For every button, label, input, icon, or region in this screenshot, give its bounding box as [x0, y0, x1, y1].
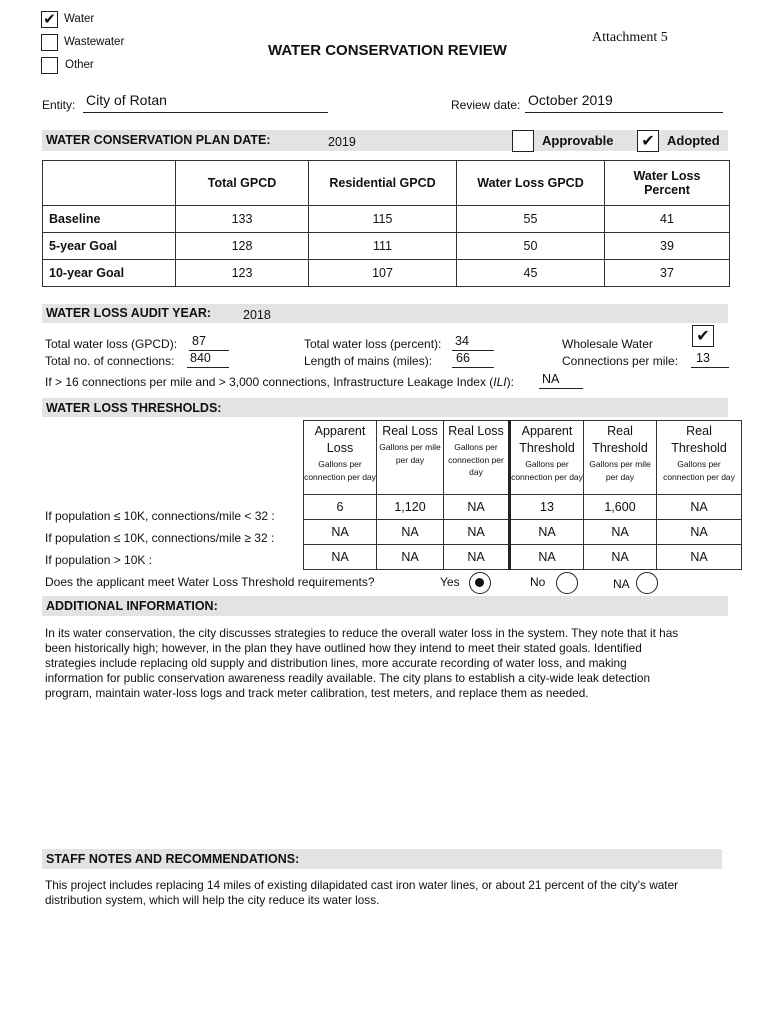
- review-date-label: Review date:: [451, 98, 521, 112]
- audit-year-value: 2018: [243, 308, 271, 322]
- table-cell: 115: [309, 206, 457, 233]
- other-label: Other: [65, 59, 94, 71]
- entity-value: City of Rotan: [86, 92, 167, 108]
- col-title: Real Threshold: [592, 424, 648, 455]
- threshold-row-label: If population > 10K :: [45, 553, 153, 567]
- col-title: Real Threshold: [671, 424, 727, 455]
- adopted-label: Adopted: [667, 133, 720, 148]
- gpcd-header-row: [43, 161, 730, 206]
- table-cell: NA: [657, 495, 742, 520]
- approvable-checkbox[interactable]: [512, 130, 534, 152]
- attachment-label: Attachment 5: [592, 30, 668, 45]
- wastewater-checkbox[interactable]: [41, 34, 58, 51]
- row-label: 5-year Goal: [43, 233, 176, 260]
- table-cell: NA: [304, 520, 377, 545]
- connections-value: 840: [190, 351, 211, 365]
- table-cell: NA: [444, 495, 510, 520]
- review-date-field[interactable]: [525, 92, 723, 113]
- table-cell: NA: [510, 520, 584, 545]
- connections-label: Total no. of connections:: [45, 354, 175, 368]
- ili-field[interactable]: [539, 372, 583, 389]
- text-line: strategies include replacing old supply and distribution lines, more accurate recording of water loss, and making: [45, 656, 627, 670]
- wastewater-label: Wastewater: [64, 36, 125, 48]
- table-cell: 1,120: [377, 495, 444, 520]
- ili-label-post: ):: [506, 375, 514, 389]
- table-cell: 39: [605, 233, 730, 260]
- table-cell: NA: [304, 545, 377, 570]
- wholesale-label: Wholesale Water: [562, 337, 653, 351]
- ili-abbr: ILI: [493, 375, 507, 389]
- wholesale-checkbox[interactable]: [692, 325, 714, 347]
- no-radio[interactable]: [556, 572, 578, 594]
- threshold-row-label: If population ≤ 10K, connections/mile < 32 :: [45, 509, 275, 523]
- approvable-label: Approvable: [542, 133, 614, 148]
- col-apparent-threshold: [510, 421, 584, 495]
- conn-per-mile-value: 13: [696, 351, 710, 365]
- table-cell: NA: [657, 520, 742, 545]
- table-cell: NA: [584, 545, 657, 570]
- na-radio[interactable]: [636, 572, 658, 594]
- table-cell: 107: [309, 260, 457, 287]
- text-line: information for public conservation awareness readily available. The city plans to establish a city-wide leak detection: [45, 671, 651, 685]
- col-title: Apparent Loss: [314, 424, 366, 455]
- col-title: Real Loss: [448, 424, 504, 438]
- col-sub: Gallons per connection per day: [448, 442, 504, 477]
- col-real-loss-conn: [444, 421, 510, 495]
- table-cell: 123: [176, 260, 309, 287]
- thresholds-header-row: [304, 421, 742, 495]
- review-date-value: October 2019: [528, 92, 613, 108]
- table-cell: NA: [510, 545, 584, 570]
- connections-field[interactable]: [187, 351, 229, 368]
- conn-per-mile-label: Connections per mile:: [562, 354, 679, 368]
- col-apparent-loss: [304, 421, 377, 495]
- total-loss-pct-label: Total water loss (percent):: [304, 337, 442, 351]
- staff-text: [45, 878, 735, 908]
- table-cell: NA: [377, 520, 444, 545]
- table-row: [43, 233, 730, 260]
- mains-label: Length of mains (miles):: [304, 354, 433, 368]
- gpcd-header-percent: Water Loss Percent: [605, 161, 730, 206]
- total-loss-gpcd-label: Total water loss (GPCD):: [45, 337, 178, 351]
- table-cell: 37: [605, 260, 730, 287]
- text-line: This project includes replacing 14 miles of existing dilapidated cast iron water lines, or about 21 percent of the city's water: [45, 878, 679, 892]
- ili-value: NA: [542, 372, 560, 386]
- gpcd-header-residential: Residential GPCD: [309, 161, 457, 206]
- yes-label: Yes: [440, 575, 460, 589]
- no-label: No: [530, 575, 546, 589]
- col-sub: Gallons per connection per day: [663, 459, 735, 482]
- check-icon: ✔: [641, 131, 655, 150]
- ili-label: [45, 375, 514, 389]
- col-sub: Gallons per connection per day: [511, 459, 583, 482]
- col-real-loss-mile: [377, 421, 444, 495]
- ili-label-pre: If > 16 connections per mile and > 3,000 connections, Infrastructure Leakage Index (: [45, 375, 494, 389]
- plan-date-value: 2019: [328, 135, 356, 149]
- table-cell: 133: [176, 206, 309, 233]
- gpcd-header-total: Total GPCD: [176, 161, 309, 206]
- mains-field[interactable]: [452, 351, 494, 368]
- table-cell: NA: [377, 545, 444, 570]
- adopted-checkbox[interactable]: [637, 130, 659, 152]
- entity-field[interactable]: [83, 92, 328, 113]
- total-loss-gpcd-field[interactable]: [189, 334, 229, 351]
- col-title: Real Loss: [382, 424, 438, 438]
- table-cell: NA: [584, 520, 657, 545]
- check-icon: ✔: [43, 10, 56, 28]
- water-label: Water: [64, 13, 95, 25]
- table-cell: 6: [304, 495, 377, 520]
- text-line: been historically high; however, in the plan they have outlined how they intend to meet their stated goals. Identified: [45, 641, 642, 655]
- staff-label: STAFF NOTES AND RECOMMENDATIONS:: [46, 852, 300, 866]
- table-cell: 13: [510, 495, 584, 520]
- table-cell: NA: [444, 545, 510, 570]
- total-loss-pct-field[interactable]: [452, 334, 494, 351]
- table-cell: 45: [457, 260, 605, 287]
- table-cell: 111: [309, 233, 457, 260]
- thresholds-table: [303, 420, 742, 570]
- col-title: Apparent Threshold: [519, 424, 575, 455]
- col-sub: Gallons per connection per day: [304, 459, 376, 482]
- table-cell: 55: [457, 206, 605, 233]
- gpcd-table: [42, 160, 730, 287]
- thresholds-label: WATER LOSS THRESHOLDS:: [46, 401, 222, 415]
- table-cell: 50: [457, 233, 605, 260]
- total-loss-pct-value: 34: [455, 334, 469, 348]
- additional-label: ADDITIONAL INFORMATION:: [46, 599, 218, 613]
- table-row: [43, 206, 730, 233]
- gpcd-header-empty: [43, 161, 176, 206]
- table-cell: 41: [605, 206, 730, 233]
- row-label: Baseline: [43, 206, 176, 233]
- plan-date-label: WATER CONSERVATION PLAN DATE:: [46, 133, 271, 147]
- col-real-threshold-conn: [657, 421, 742, 495]
- page-title: WATER CONSERVATION REVIEW: [268, 42, 507, 59]
- table-cell: NA: [657, 545, 742, 570]
- table-cell: 1,600: [584, 495, 657, 520]
- entity-label: Entity:: [42, 98, 76, 112]
- row-label: 10-year Goal: [43, 260, 176, 287]
- threshold-row-label: If population ≤ 10K, connections/mile ≥ 32 :: [45, 531, 275, 545]
- selected-dot-icon: [475, 578, 484, 587]
- text-line: distribution system, which will help the city reduce its water loss.: [45, 893, 380, 907]
- mains-value: 66: [456, 351, 470, 365]
- meets-question: Does the applicant meet Water Loss Threshold requirements?: [45, 575, 375, 589]
- text-line: In its water conservation, the city discusses strategies to reduce the overall water loss in the system. They note that it has: [45, 626, 679, 640]
- total-loss-gpcd-value: 87: [192, 334, 206, 348]
- check-icon: ✔: [696, 326, 710, 345]
- col-sub: Gallons per mile per day: [589, 459, 651, 482]
- table-row: [304, 520, 742, 545]
- gpcd-header-waterloss: Water Loss GPCD: [457, 161, 605, 206]
- yes-radio[interactable]: [469, 572, 491, 594]
- additional-text: [45, 626, 735, 701]
- conn-per-mile-field[interactable]: [691, 351, 729, 368]
- table-cell: 128: [176, 233, 309, 260]
- text-line: program, maintain water-loss logs and track meter calibration, test meters, and replace them as needed.: [45, 686, 589, 700]
- na-label: NA: [613, 577, 630, 591]
- audit-year-label: WATER LOSS AUDIT YEAR:: [46, 306, 212, 320]
- col-sub: Gallons per mile per day: [379, 442, 441, 465]
- table-row: [304, 545, 742, 570]
- table-row: [43, 260, 730, 287]
- water-checkbox[interactable]: [41, 11, 58, 28]
- other-checkbox[interactable]: [41, 57, 58, 74]
- col-real-threshold-mile: [584, 421, 657, 495]
- table-cell: NA: [444, 520, 510, 545]
- table-row: [304, 495, 742, 520]
